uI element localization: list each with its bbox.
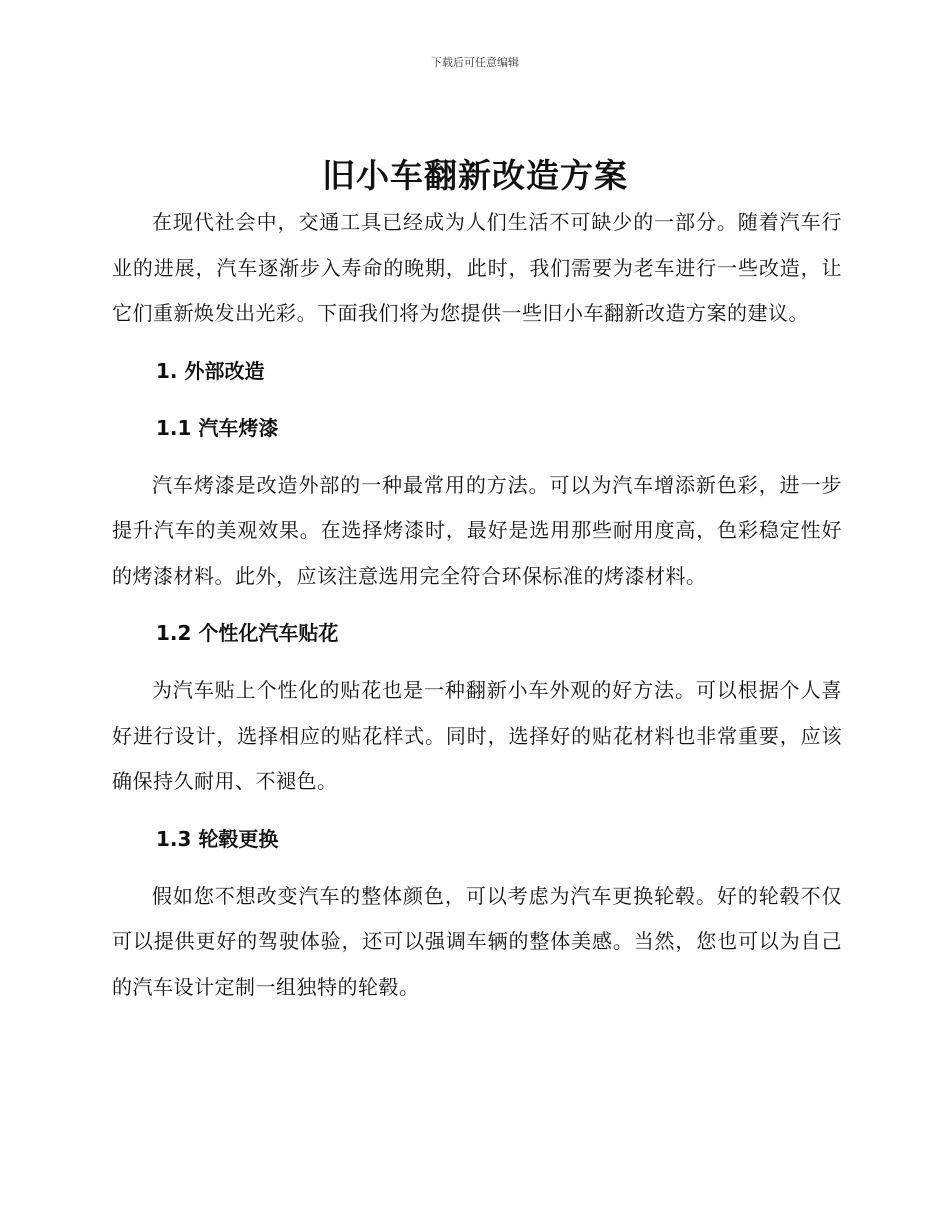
subsection-heading-paint: 1.1 汽车烤漆 (156, 415, 279, 440)
document-title: 旧小车翻新改造方案 (322, 156, 628, 195)
intro-paragraph: 在现代社会中，交通工具已经成为人们生活不可缺少的一部分。随着汽车行业的进展，汽车逐渐步入寿命的晚期，此时，我们需要为老车进行一些改造，让它们重新焕发出光彩。下面我们将为您提供一些旧小车翻新改造方案的建议。 (112, 210, 842, 325)
header-note: 下载后可任意编辑 (431, 56, 519, 69)
subsection-heading-decals: 1.2 个性化汽车贴花 (156, 621, 339, 645)
document-body (112, 200, 842, 1010)
section-heading-exterior: 1. 外部改造 (156, 358, 265, 383)
paint-paragraph: 汽车烤漆是改造外部的一种最常用的方法。可以为汽车增添新色彩，进一步提升汽车的美观效果。在选择烤漆时，最好是选用那些耐用度高，色彩稳定性好的烤漆材料。此外，应该注意选用完全符合环保标准的烤漆材料。 (112, 472, 842, 588)
wheels-paragraph: 假如您不想改变汽车的整体颜色，可以考虑为汽车更换轮毂。好的轮毂不仅可以提供更好的驾驶体验，还可以强调车辆的整体美感。当然，您也可以为自己的汽车设计定制一组独特的轮毂。 (112, 883, 842, 999)
subsection-heading-wheels: 1.3 轮毂更换 (156, 826, 279, 851)
decals-paragraph: 为汽车贴上个性化的贴花也是一种翻新小车外观的好方法。可以根据个人喜好进行设计，选择相应的贴花样式。同时，选择好的贴花材料也非常重要，应该确保持久耐用、不褪色。 (112, 678, 842, 793)
